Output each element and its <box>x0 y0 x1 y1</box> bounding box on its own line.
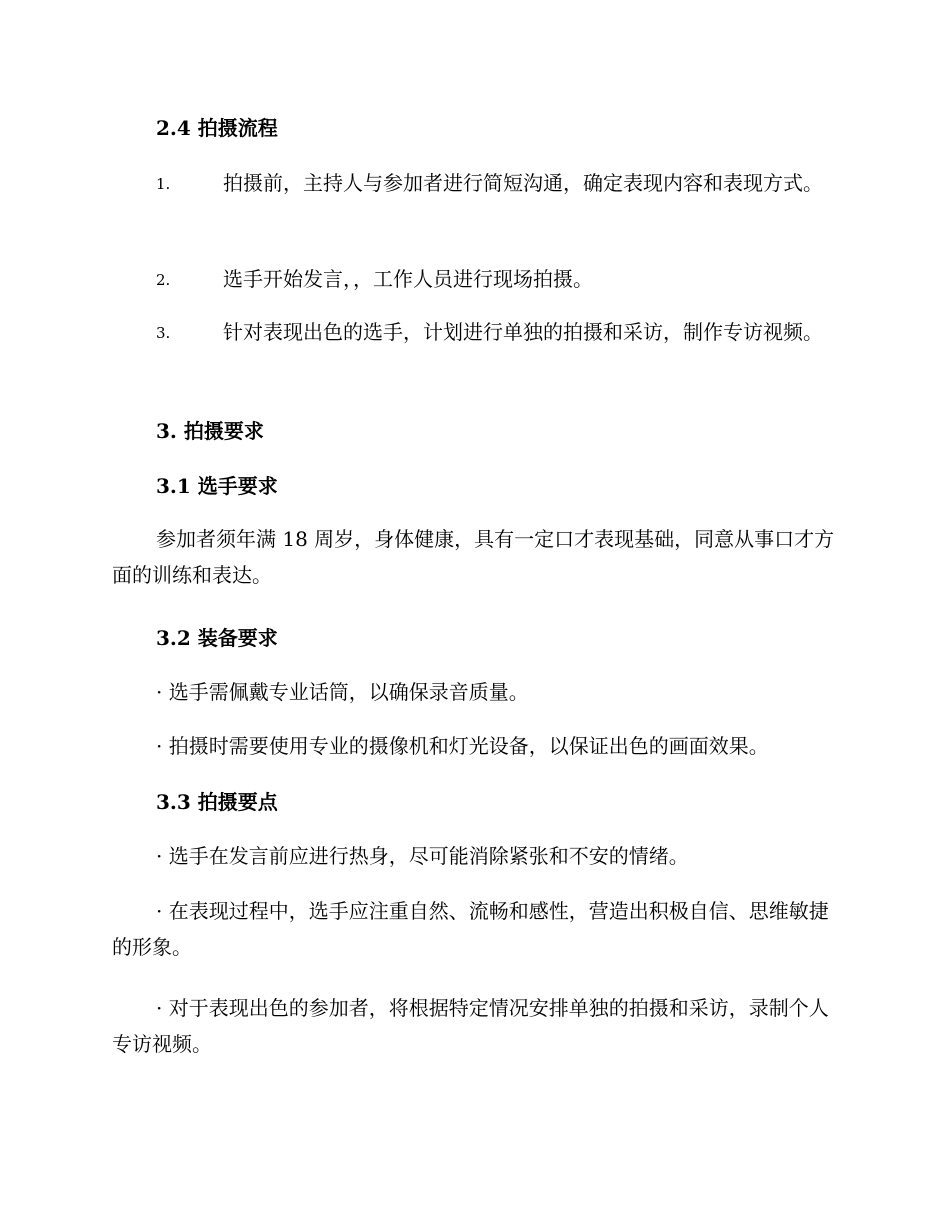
step-item <box>112 261 842 298</box>
section-heading-3-3: 3.3 拍摄要点 <box>156 790 278 814</box>
step-text: 选手开始发言，，工作人员进行现场拍摄。 <box>223 267 593 291</box>
bullet-item: · 选手在发言前应进行热身，尽可能消除紧张和不安的情绪。 <box>156 844 689 868</box>
step-number: 1. <box>156 175 171 193</box>
step-text: 拍摄前，主持人与参加者进行简短沟通，确定表现内容和表现方式。 <box>223 171 823 195</box>
bullet-item: · 拍摄时需要使用专业的摄像机和灯光设备，以保证出色的画面效果。 <box>156 734 769 758</box>
paragraph: 参加者须年满 18 周岁，身体健康，具有一定口才表现基础，同意从事口才方面的训练和表达。 <box>112 527 835 587</box>
step-number: 3. <box>156 324 171 342</box>
step-text: 针对表现出色的选手，计划进行单独的拍摄和采访，制作专访视频。 <box>223 320 823 344</box>
bullet-item: · 对于表现出色的参加者，将根据特定情况安排单独的拍摄和采访，录制个人专访视频。 <box>112 996 829 1056</box>
bullet-item: · 选手需佩戴专业话筒，以确保录音质量。 <box>156 680 529 704</box>
step-number: 2. <box>156 271 171 289</box>
section-heading-3: 3. 拍摄要求 <box>156 419 264 443</box>
step-item <box>112 165 842 202</box>
section-heading-3-2: 3.2 装备要求 <box>156 626 278 650</box>
bullet-item: · 在表现过程中，选手应注重自然、流畅和感性，营造出积极自信、思维敏捷的形象。 <box>112 899 829 959</box>
step-item <box>112 314 842 351</box>
section-heading-3-1: 3.1 选手要求 <box>156 474 278 498</box>
section-heading-2-4: 2.4 拍摄流程 <box>156 116 278 140</box>
